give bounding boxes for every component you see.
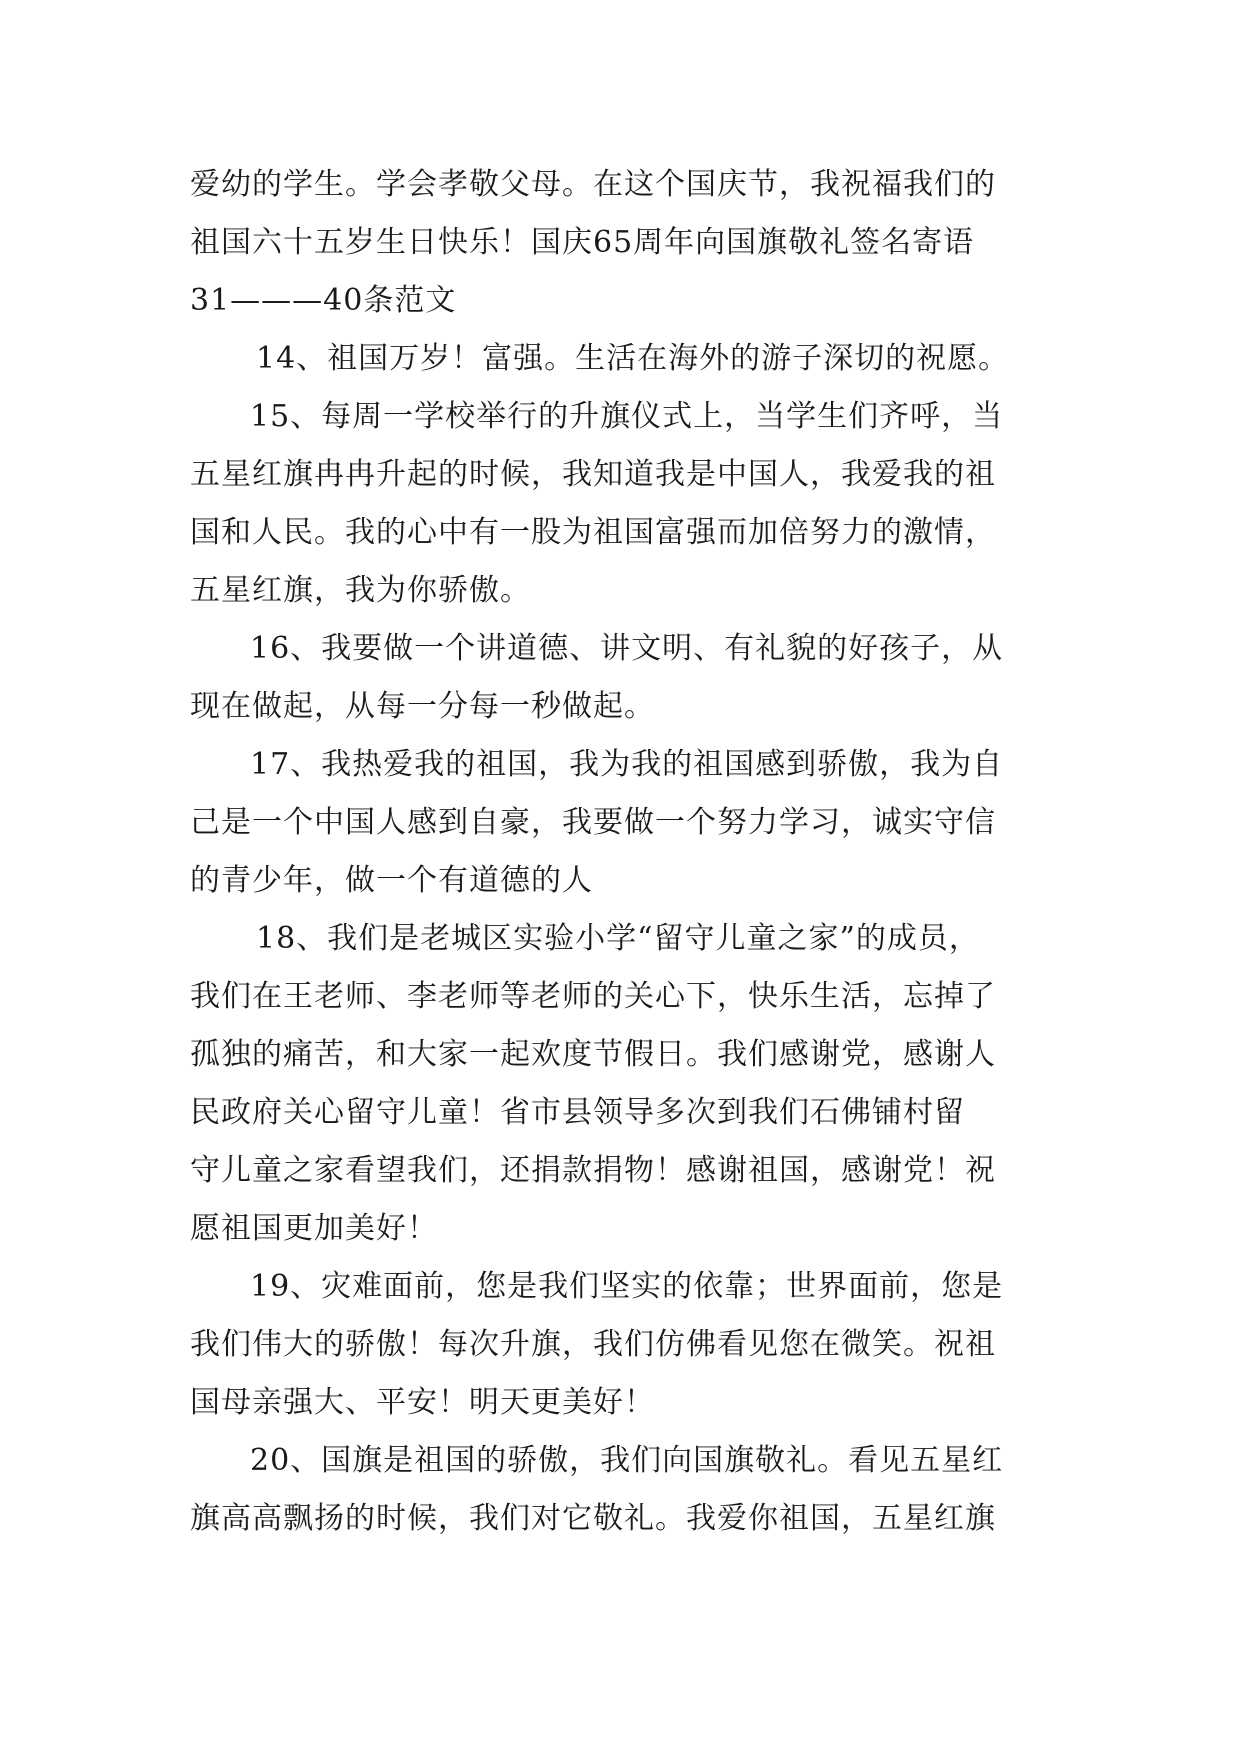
text-line: 己是一个中国人感到自豪，我要做一个努力学习，诚实守信	[190, 805, 996, 840]
text-line: 31———40条范文	[190, 283, 457, 318]
paragraph-15-line: 15、每周一学校举行的升旗仪式上，当学生们齐呼，当	[250, 399, 1004, 434]
text-line: 祖国六十五岁生日快乐！国庆65周年向国旗敬礼签名寄语	[190, 225, 975, 260]
document-body	[190, 156, 1065, 1548]
text-line: 守儿童之家看望我们，还捐款捐物！感谢祖国，感谢党！祝	[190, 1153, 996, 1188]
text-line: 五星红旗冉冉升起的时候，我知道我是中国人，我爱我的祖	[190, 457, 996, 492]
text-line: 民政府关心留守儿童！省市县领导多次到我们石佛铺村留	[190, 1095, 965, 1130]
paragraph-20-line: 20、国旗是祖国的骄傲，我们向国旗敬礼。看见五星红	[250, 1443, 1004, 1478]
text-line: 愿祖国更加美好！	[190, 1211, 438, 1246]
text-line: 孤独的痛苦，和大家一起欢度节假日。我们感谢党，感谢人	[190, 1037, 996, 1072]
text-line: 爱幼的学生。学会孝敬父母。在这个国庆节，我祝福我们的	[190, 167, 996, 202]
text-line: 现在做起，从每一分每一秒做起。	[190, 689, 655, 724]
paragraph-19-line: 19、灾难面前，您是我们坚实的依靠；世界面前，您是	[250, 1269, 1004, 1304]
paragraph-16-line: 16、我要做一个讲道德、讲文明、有礼貌的好孩子，从	[250, 631, 1004, 666]
text-line: 的青少年，做一个有道德的人	[190, 863, 593, 898]
text-line: 旗高高飘扬的时候，我们对它敬礼。我爱你祖国，五星红旗	[190, 1501, 996, 1536]
paragraph-18-line: 18、我们是老城区实验小学“留守儿童之家”的成员，	[256, 921, 980, 956]
text-line: 国母亲强大、平安！明天更美好！	[190, 1385, 655, 1420]
text-line: 我们在王老师、李老师等老师的关心下，快乐生活，忘掉了	[190, 979, 996, 1014]
paragraph-14-line: 14、祖国万岁！富强。生活在海外的游子深切的祝愿。	[256, 341, 1010, 376]
text-line: 五星红旗，我为你骄傲。	[190, 573, 531, 608]
text-line: 我们伟大的骄傲！每次升旗，我们仿佛看见您在微笑。祝祖	[190, 1327, 996, 1362]
paragraph-17-line: 17、我热爱我的祖国，我为我的祖国感到骄傲，我为自	[250, 747, 1004, 782]
text-line: 国和人民。我的心中有一股为祖国富强而加倍努力的激情，	[190, 515, 996, 550]
